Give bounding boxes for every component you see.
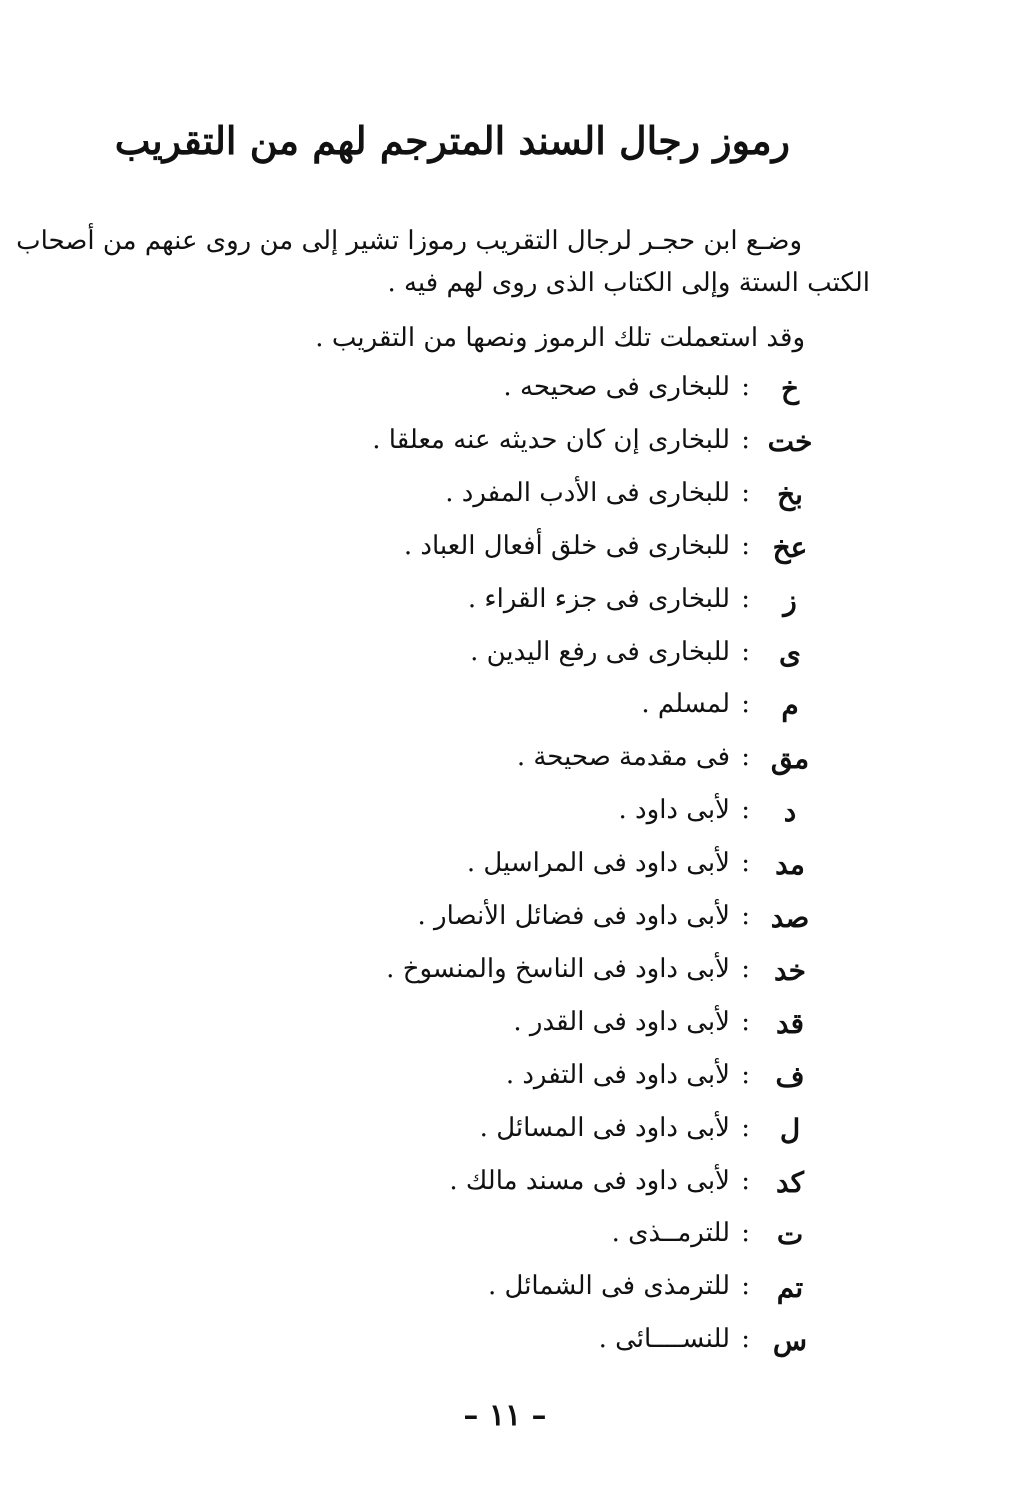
- abbreviation-separator: :: [741, 372, 750, 402]
- abbreviation-separator: :: [741, 1006, 750, 1037]
- abbreviation-code: س: [772, 1324, 808, 1358]
- abbreviation-separator: :: [741, 795, 750, 826]
- abbreviation-code: مق: [770, 742, 810, 776]
- abbreviation-entry: [0, 531, 1015, 583]
- abbreviation-entry: [0, 584, 1015, 636]
- abbreviation-code: صد: [770, 901, 810, 934]
- abbreviation-description: لأبى داود فى الناسخ والمنسوخ .: [386, 953, 730, 984]
- abbreviation-entry: [0, 425, 1015, 477]
- page-number: – ١١ –: [463, 1398, 547, 1433]
- abbreviation-description: لأبى داود .: [618, 795, 730, 826]
- abbreviation-separator: :: [741, 1218, 750, 1249]
- abbreviation-description: للترمذى فى الشمائل .: [487, 1271, 730, 1302]
- abbreviation-description: لأبى داود فى القدر .: [513, 1006, 730, 1037]
- abbreviation-separator: :: [741, 477, 750, 508]
- abbreviation-description: لأبى داود فى المسائل .: [479, 1112, 730, 1143]
- abbreviation-entry: [0, 954, 1015, 1006]
- abbreviation-separator: :: [741, 742, 750, 773]
- abbreviation-entry: [0, 742, 1015, 794]
- abbreviation-description: للبخارى فى صحيحه .: [503, 372, 730, 402]
- abbreviation-entry: [0, 795, 1015, 847]
- abbreviation-description: لأبى داود فى مسند مالك .: [449, 1165, 730, 1196]
- abbreviation-code: ت: [776, 1218, 804, 1252]
- abbreviation-description: للترمــذى .: [611, 1218, 730, 1249]
- abbreviation-code: ف: [775, 1059, 805, 1093]
- abbreviation-separator: :: [741, 1059, 750, 1090]
- abbreviation-entry: [0, 1324, 1015, 1376]
- abbreviation-separator: :: [741, 1271, 750, 1302]
- abbreviation-description: فى مقدمة صحيحة .: [516, 742, 730, 773]
- abbreviation-code: خ: [780, 372, 800, 405]
- abbreviation-separator: :: [741, 1324, 750, 1355]
- abbreviation-entry: [0, 901, 1015, 953]
- abbreviation-entry: [0, 689, 1015, 741]
- abbreviation-code: قد: [775, 1006, 805, 1040]
- intro-line-2: الكتب الستة وإلى الكتاب الذى روى لهم فيه .: [387, 268, 870, 298]
- abbreviation-description: للبخارى فى خلق أفعال العباد .: [403, 530, 730, 561]
- abbreviation-entry: [0, 1113, 1015, 1165]
- abbreviation-entry: [0, 1166, 1015, 1218]
- abbreviation-entry: [0, 372, 1015, 424]
- abbreviation-code: كد: [775, 1165, 805, 1199]
- abbreviation-separator: :: [741, 1112, 750, 1143]
- abbreviation-separator: :: [741, 583, 750, 614]
- abbreviation-separator: :: [741, 901, 750, 931]
- abbreviation-code: بخ: [777, 477, 803, 511]
- abbreviation-separator: :: [741, 953, 750, 984]
- abbreviation-entry: [0, 478, 1015, 530]
- abbreviation-separator: :: [741, 636, 750, 667]
- abbreviation-entry: [0, 637, 1015, 689]
- abbreviation-separator: :: [741, 848, 750, 879]
- abbreviation-description: للبخارى إن كان حديثه عنه معلقا .: [372, 424, 730, 455]
- abbreviation-entry: [0, 848, 1015, 900]
- abbreviation-code: خد: [773, 953, 806, 987]
- abbreviation-description: لأبى داود فى فضائل الأنصار .: [417, 901, 730, 931]
- abbreviation-description: لمسلم .: [641, 689, 730, 720]
- abbreviation-code: عخ: [772, 530, 808, 564]
- intro-line-1: وضـع ابن حجـر لرجال التقريب رموزا تشير إلى من روى عنهم من أصحاب: [16, 226, 802, 256]
- abbreviation-description: لأبى داود فى المراسيل .: [466, 848, 730, 879]
- abbreviation-code: م: [781, 689, 799, 723]
- abbreviation-entry: [0, 1218, 1015, 1270]
- abbreviation-code: ى: [779, 636, 801, 670]
- abbreviation-entry: [0, 1271, 1015, 1323]
- abbreviation-separator: :: [741, 689, 750, 720]
- abbreviation-description: للبخارى فى جزء القراء .: [467, 583, 730, 614]
- page-title: رموز رجال السند المترجم لهم من التقريب: [114, 118, 790, 163]
- abbreviation-description: للبخارى فى رفع اليدين .: [470, 636, 730, 667]
- abbreviation-description: للبخارى فى الأدب المفرد .: [445, 477, 730, 508]
- abbreviation-code: خت: [767, 424, 813, 458]
- abbreviation-entry: [0, 1060, 1015, 1112]
- abbreviation-code: ل: [779, 1112, 801, 1146]
- abbreviation-description: للنســــائى .: [598, 1324, 730, 1355]
- abbreviation-separator: :: [741, 424, 750, 455]
- abbreviation-separator: :: [741, 530, 750, 561]
- abbreviation-code: مد: [775, 848, 805, 882]
- abbreviation-code: تم: [776, 1271, 804, 1305]
- abbreviation-separator: :: [741, 1165, 750, 1196]
- abbreviation-code: ز: [783, 583, 797, 617]
- abbreviation-code: د: [783, 795, 797, 829]
- intro-line-3: وقد استعملت تلك الرموز ونصها من التقريب .: [315, 323, 805, 353]
- abbreviation-entry: [0, 1007, 1015, 1059]
- abbreviation-description: لأبى داود فى التفرد .: [505, 1059, 730, 1090]
